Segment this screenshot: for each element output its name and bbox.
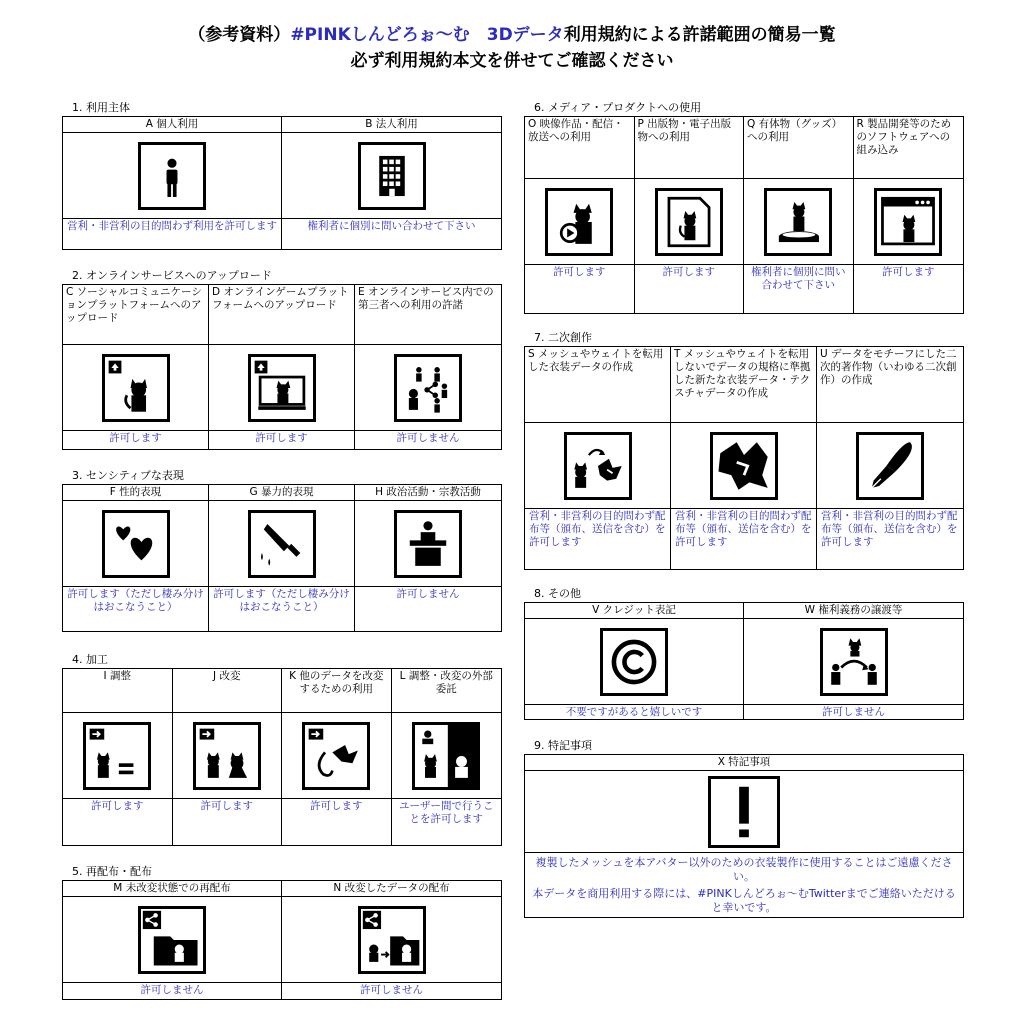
cell-header: A 個人利用	[63, 117, 281, 133]
cell-answer: 権利者に個別に問い合わせて下さい	[751, 266, 846, 291]
section-sensitive-expression	[62, 468, 502, 634]
cell-game-upload	[209, 285, 355, 449]
figure-icon	[764, 188, 832, 256]
cell-header: X 特記事項	[525, 755, 963, 771]
knife-icon	[248, 510, 316, 578]
cell-header: G 暴力的表現	[209, 485, 354, 501]
cell-answer: 権利者に個別に問い合わせて下さい	[307, 220, 476, 232]
cell-answer: 許可します（ただし棲み分けはおこなうこと）	[213, 588, 350, 613]
cell-software	[854, 117, 964, 313]
software-icon	[874, 188, 942, 256]
cell-header: N 改変したデータの配布	[282, 881, 501, 897]
cell-header: C ソーシャルコミュニケーションプラットフォームへのアップロード	[63, 285, 208, 345]
redistribute-icon	[138, 906, 206, 974]
cell-adjust	[63, 669, 173, 845]
section-media-products	[524, 100, 964, 316]
cell-video-streaming	[525, 117, 635, 313]
share-users-icon	[394, 354, 462, 422]
person-icon	[138, 142, 206, 210]
cell-answer: 許可します	[662, 266, 715, 278]
cell-header: I 調整	[63, 669, 172, 713]
section-title: 5. 再配布・配布	[72, 865, 152, 878]
hearts-icon	[102, 510, 170, 578]
section-title: 6. メディア・プロダクトへの使用	[534, 101, 702, 114]
cell-header: K 他のデータを改変するための利用	[282, 669, 391, 713]
section-usage-subject	[62, 100, 502, 252]
section-title: 1. 利用主体	[72, 101, 130, 114]
cell-unmodified-redistribution	[63, 881, 282, 999]
section-title: 9. 特記事項	[534, 739, 592, 752]
cell-header: O 映像作品・配信・放送への利用	[525, 117, 634, 179]
section-title: 2. オンラインサービスへのアップロード	[72, 269, 272, 282]
cell-third-party-license	[355, 285, 501, 449]
cell-violent-expression	[209, 485, 355, 631]
section-title: 4. 加工	[72, 653, 108, 666]
section-processing	[62, 652, 502, 848]
section-online-upload	[62, 268, 502, 452]
cell-answer: 許可しません	[822, 706, 885, 718]
cell-answer: 営利・非営利の目的問わず配布等（頒布、送信を含む）を許可します	[821, 510, 958, 548]
cell-answer: 許可します	[91, 800, 144, 812]
special-note-1: 複製したメッシュを本アバター以外のための衣装製作に使用することはご遠慮ください。	[535, 856, 953, 883]
cell-mesh-transfer	[525, 347, 671, 569]
cell-answer: 許可します	[255, 432, 308, 444]
cell-answer: 許可しません	[140, 984, 204, 996]
section-title: 3. センシティブな表現	[72, 469, 184, 482]
publication-icon	[655, 188, 723, 256]
section-others	[524, 586, 964, 722]
title-suffix: 利用規約による許諾範囲の簡易一覧	[563, 25, 836, 45]
cell-header: D オンラインゲームプラットフォームへのアップロード	[209, 285, 354, 345]
cell-header: B 法人利用	[282, 117, 501, 133]
cell-header: V クレジット表記	[525, 603, 743, 619]
cell-outsourcing	[392, 669, 502, 845]
special-note-2: 本データを商用利用する際には、#PINKしんどろぉ〜むTwitterまでご連絡いただけると幸いです。	[532, 887, 956, 914]
cell-answer: 許可しません	[396, 432, 460, 444]
cell-social-upload	[63, 285, 209, 449]
cell-personal-use	[63, 117, 282, 249]
video-icon	[545, 188, 613, 256]
page-title	[0, 20, 1024, 45]
section-special-notes	[524, 738, 964, 920]
title-prefix: （参考資料）	[188, 25, 291, 45]
cell-header: L 調整・改変の外部委託	[392, 669, 502, 713]
podium-icon	[394, 510, 462, 578]
title-brand: #PINKしんどろぉ〜む 3Dデータ	[290, 25, 564, 45]
cell-answer: 営利・非営利の目的問わず配布等（頒布、送信を含む）を許可します	[675, 510, 812, 548]
cell-goods	[744, 117, 854, 313]
copyright-icon	[600, 628, 668, 696]
cell-header: S メッシュやウェイトを転用した衣装データの作成	[525, 347, 670, 423]
cell-fan-work	[817, 347, 963, 569]
mesh-transfer-icon	[564, 432, 632, 500]
cell-political-religious	[355, 485, 501, 631]
cell-answer: 許可しません	[396, 588, 460, 600]
cell-answer: 許可します	[200, 800, 253, 812]
upload-screen-icon	[248, 354, 316, 422]
cell-modify	[173, 669, 283, 845]
cell-answer: 許可します（ただし棲み分けはおこなうこと）	[67, 588, 204, 613]
cell-answer: 営利・非営利の目的問わず配布等（頒布、送信を含む）を許可します	[529, 510, 666, 548]
cell-header: Q 有体物（グッズ）への利用	[744, 117, 853, 179]
cell-answer: 許可します	[109, 432, 162, 444]
cell-modified-distribution	[282, 881, 501, 999]
cell-header: U データをモチーフにした二次的著作物（いわゆる二次創作）の作成	[817, 347, 963, 423]
outsource-icon	[412, 722, 480, 790]
cell-answer: 許可します	[310, 800, 363, 812]
transfer-icon	[820, 628, 888, 696]
cell-corporate-use	[282, 117, 501, 249]
cell-header: R 製品開発等のためのソフトウェアへの組み込み	[854, 117, 964, 179]
cell-answer: 営利・非営利の目的問わず利用を許可します	[67, 220, 277, 232]
upload-avatar-icon	[102, 354, 170, 422]
reuse-icon	[302, 722, 370, 790]
cell-answer: 許可しません	[360, 984, 423, 996]
cell-answer: 不要ですがあると嬉しいです	[565, 706, 703, 718]
pen-icon	[856, 432, 924, 500]
cell-header: J 改変	[173, 669, 282, 713]
cell-publication	[635, 117, 745, 313]
building-icon	[358, 142, 426, 210]
cell-header: T メッシュやウェイトを転用しないでデータの規格に準拠した新たな衣装データ・テクスチャデータの作成	[671, 347, 816, 423]
cell-header: M 未改変状態での再配布	[63, 881, 281, 897]
exclamation-icon	[708, 776, 780, 848]
section-title: 7. 二次創作	[534, 331, 592, 344]
section-redistribution	[62, 864, 502, 1002]
adjust-icon	[83, 722, 151, 790]
cell-rights-transfer	[744, 603, 963, 720]
cell-new-costume	[671, 347, 817, 569]
cell-sexual-expression	[63, 485, 209, 631]
section-title: 8. その他	[534, 587, 581, 600]
cell-use-for-other-data	[282, 669, 392, 845]
cell-header: H 政治活動・宗教活動	[355, 485, 501, 501]
cell-credit	[525, 603, 744, 720]
cell-header: P 出版物・電子出版物への利用	[635, 117, 744, 179]
cloth-icon	[710, 432, 778, 500]
cell-answer: 許可します	[882, 266, 935, 278]
cell-answer: 許可します	[553, 266, 606, 278]
cell-header: F 性的表現	[63, 485, 208, 501]
cell-answer: ユーザー間で行うことを許可します	[399, 800, 494, 825]
cell-header: W 権利義務の譲渡等	[744, 603, 963, 619]
distribute-modified-icon	[358, 906, 426, 974]
cell-header: E オンラインサービス内での第三者への利用の許諾	[355, 285, 501, 345]
modify-icon	[193, 722, 261, 790]
page-subtitle: 必ず利用規約本文を併せてご確認ください	[350, 51, 674, 71]
section-derivative-works	[524, 330, 964, 572]
